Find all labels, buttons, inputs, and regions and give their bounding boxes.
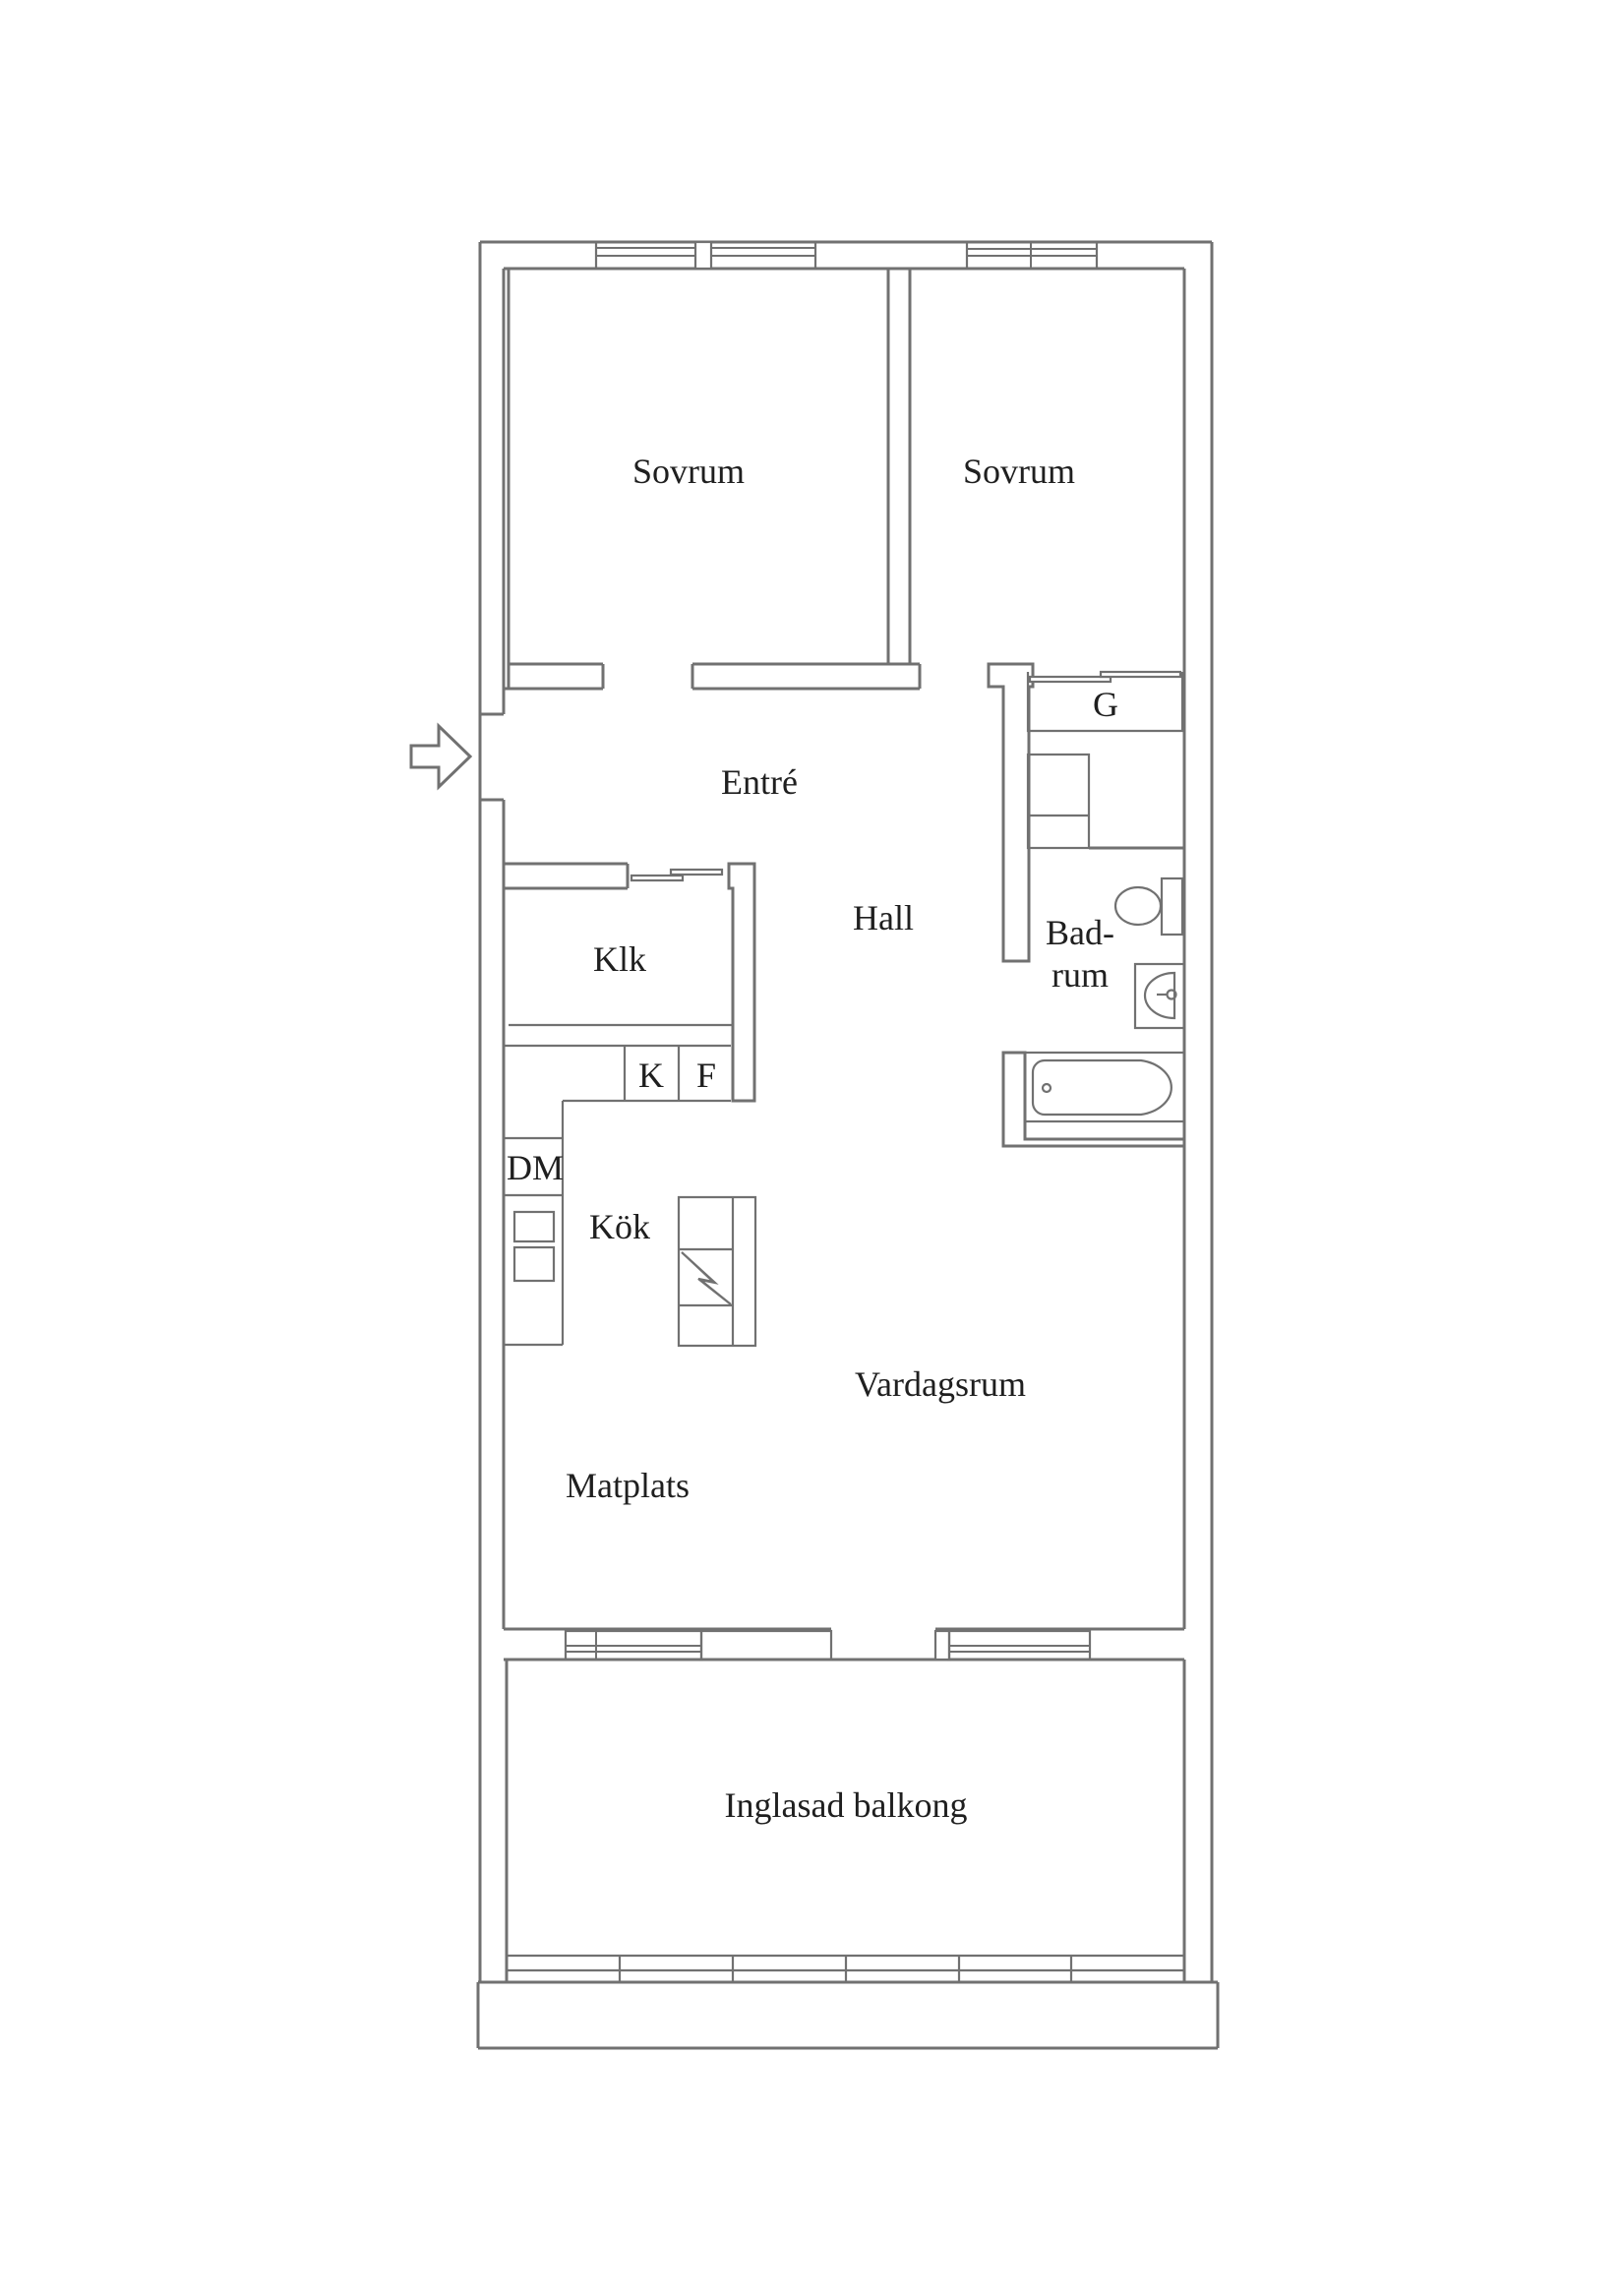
room-label-dining-area: Matplats [566,1466,690,1505]
room-label-bathroom-line1: Bad- [1046,913,1114,952]
cabinet-box [1028,755,1089,848]
sink-basin-icon [514,1247,554,1281]
living-room-south-wall [504,1629,1184,1660]
room-label-walk-in-closet: Klk [593,939,646,979]
room-label-entry: Entré [721,762,798,802]
bedroom-walls [504,269,1033,961]
kitchen-fixtures [504,1046,755,1346]
window-pane-lines [949,1646,1090,1652]
appliance-label-dishwasher: DM [506,1148,565,1187]
bathroom-left-wall-column [989,664,1033,961]
top-windows [596,242,1097,269]
stove-icon [682,1252,731,1304]
appliance-label-fridge: K [638,1056,664,1095]
balcony-structure [478,1660,1218,2048]
balcony-door-leaf [701,1631,831,1660]
exterior-wall-path [480,242,1212,1982]
balcony-bottom-band [478,1982,1218,2048]
walk-in-closet-walls [504,864,754,1101]
appliance-label-freezer: F [695,1056,717,1095]
kitchen-island-divisions [679,1197,733,1346]
sink-basin-icon [514,1212,554,1241]
room-label-bedroom-left: Sovrum [631,452,746,491]
room-label-balcony: Inglasad balkong [724,1785,968,1825]
sink-icon [1135,964,1184,1028]
room-label-wardrobe: G [1093,685,1118,724]
sliding-door-leaf [1030,677,1111,682]
balcony-glazing [507,1956,1184,1982]
kitchen-island [679,1197,755,1346]
klk-right-wall [729,864,754,1101]
sliding-door-leaf [631,876,683,880]
room-label-bedroom-right: Sovrum [962,452,1076,491]
window-mullion [695,242,711,269]
bathtub-icon [1025,1053,1184,1121]
room-label-kitchen: Kök [589,1207,650,1246]
toilet-icon [1115,878,1182,935]
entrance-arrow-icon [411,726,470,787]
klk-top-wall [504,864,628,888]
sliding-door-leaf [1101,672,1180,677]
room-label-bathroom-line2: rum [1052,955,1109,995]
room-label-living-room: Vardagsrum [855,1364,1026,1404]
exterior-walls [480,242,1212,1982]
window-pane-lines [566,1631,701,1660]
wall-stub [935,1631,949,1660]
sliding-door-leaf [671,870,722,875]
room-label-hall: Hall [853,898,914,937]
window-pane-lines [967,242,1097,269]
south-wall-lines [504,1629,1184,1660]
